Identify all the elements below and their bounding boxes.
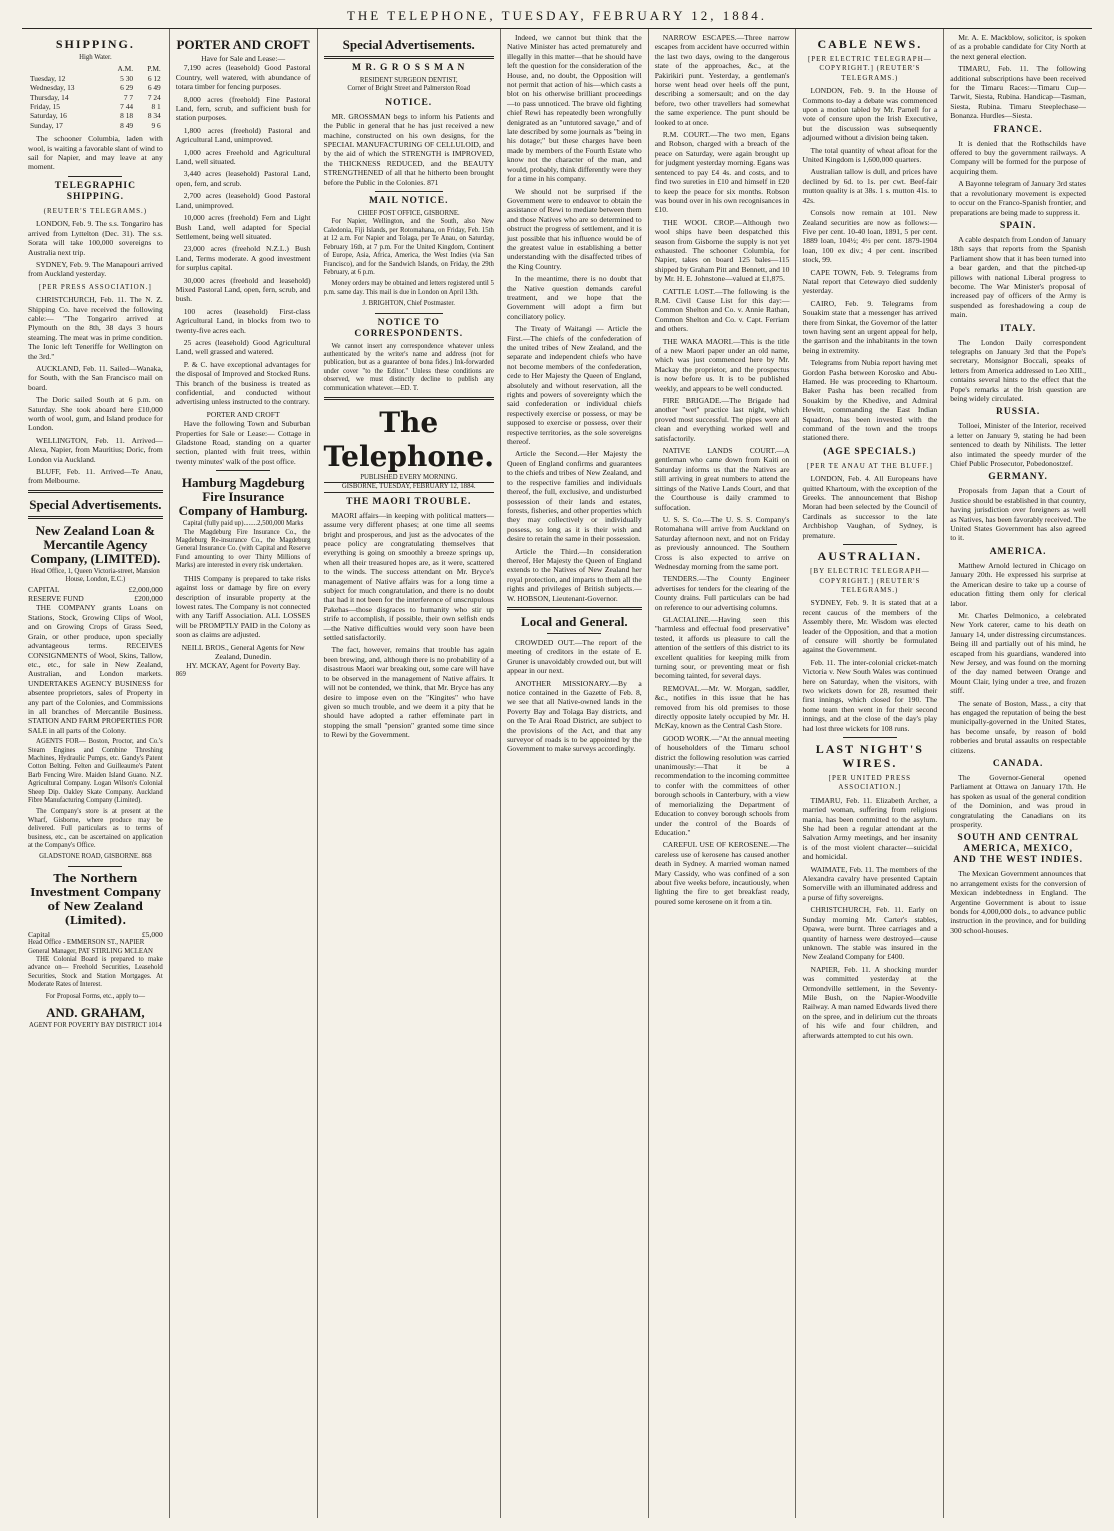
hamburg-text: The Magdeburg Fire Insurance Co., the Magdeburg Re-insurance Co., the Magdeburg General Insurance Co. (with Capital and Reserve Fund amounting to over Thirty Millions of Marks) are interested in every risk undertaken. xyxy=(175,528,311,570)
nz-loan-agents: AGENTS FOR— Boston, Proctor, and Co.'s Steam Engines and Combine Threshing Machines, Hydraulic Pumps, etc. Gandy's Patent Cotton Belting. Felten and Guilleaume's Patent Barb Fencing Wire. Maiden Island Guano. N.Z. Agricultural Company. Logan Wilson's Colonial Sheep Dip. Oakley Skate Company. Auckland Fibre Manufacturing Company (Limited). xyxy=(28,738,163,804)
divider xyxy=(375,313,443,314)
notice-text: MR. GROSSMAN begs to inform his Patients and the Public in general that he has just received a new machine, constructed on his own designs, for the SPECIAL MANUFACTURING OF CELLULOID, and by the aid of which the STRENGTH is IMPROVED, the THICKNESS REDUCED, and the BEAUTY STRENGTHENED of all that he hitherto been brought before the Public in the Colonies. 871 xyxy=(323,111,494,187)
tide-col-am: A.M. xyxy=(117,64,134,74)
column-4 xyxy=(501,29,649,1518)
column-7 xyxy=(944,29,1092,1518)
listing: 8,000 acres (freehold) Fine Pastoral Land, fern, scrub, and sufficient bush for station purposes. xyxy=(175,94,311,123)
editorial-heading: THE MAORI TROUBLE. xyxy=(346,496,472,507)
ni-office: Head Office - EMMERSON ST., NAPIER xyxy=(28,939,145,947)
mail-notice-text-2: Money orders may be obtained and letters registered until 5 p.m. same day. This mail is due in London on April 13th. xyxy=(323,280,494,296)
divider xyxy=(68,176,122,177)
divider xyxy=(216,470,270,471)
tide-day: Saturday, 16 xyxy=(30,111,67,121)
cable-item: Australian tallow is dull, and prices have declined by 6d. to 1s. per cwt. Beef-fair mutton quality is at 38s. 1 s. mutton 41s. to 42s. xyxy=(802,167,938,205)
local-item: CROWDED OUT.—The report of the meeting of creditors in the estate of E. Gruner is unavoidably crowded out, but will appear in our next. xyxy=(506,637,642,676)
tide-day: Friday, 15 xyxy=(30,102,60,112)
tide-day: Sunday, 17 xyxy=(30,120,63,130)
tide-row xyxy=(28,111,163,120)
porter-croft-sub: Have for Sale and Lease:— xyxy=(201,54,286,63)
divider xyxy=(547,633,601,634)
column-1 xyxy=(22,29,170,1518)
divider xyxy=(843,544,897,545)
press-text: The Doric sailed South at 6 p.m. on Saturday. She took aboard here £10,000 worth of wool, gum, and Island produce for London. xyxy=(28,395,163,433)
foreign-item: A cable despatch from London of January 18th says that reports from the Spanish Parliament show that it has been turned into a bear garden, and that the pitched-up pillows with national Liberal progress to become. The War Minister's proposal of increased pay of officers of the Army is suspended as foreshadowing a coup de main. xyxy=(950,234,1086,320)
cable-item: The total quantity of wheat afloat for the United Kingdom is 1,600,000 quarters. xyxy=(802,145,938,165)
tide-pm: 6 49 xyxy=(147,83,161,93)
reserve-label: RESERVE FUND xyxy=(28,594,84,604)
foreign-item: The Governor-General opened Parliament at Ottawa on January 17th. He has spoken as usual of the general condition of the Dominion, and was proud in congratulating the Canadians on its prosperity. xyxy=(950,773,1086,830)
porter-croft-title: PORTER AND CROFT xyxy=(176,37,310,52)
special-ads-heading-2: Special Advertisements. xyxy=(342,37,475,52)
press-text: AUCKLAND, Feb. 11. Sailed—Wanaka, for South, with the San Francisco mail on board. xyxy=(28,363,163,392)
wire-item: TIMARU, Feb. 11. Elizabeth Archer, a married woman, suffering from religious mania, has been committed to the asylum. She had been a regular attendant at the Salvation Army meetings, and her insanity is of the most violent character—suicidal and homicidal. xyxy=(802,795,938,862)
mail-notice-heading: MAIL NOTICE. xyxy=(368,196,449,207)
listing: 25 acres (leasehold) Good Agricultural Land, well grassed and watered. xyxy=(175,337,311,357)
local-item: ANOTHER MISSIONARY.—By a notice contained in the Gazette of Feb. 8, we see that all Native-owned lands in the Poverty Bay and Tolaga Bay districts, and on the Te Arai Road District, are subject to the provisions of the Act, and that any surveyor of roads is to be appointed by the Government to make surveys accordingly. xyxy=(506,678,642,754)
shipping-text: The schooner Columbia, laden with wool, is waiting a favorable slant of wind to sail for Napier, and may leave at any moment. xyxy=(28,134,163,172)
nz-loan-sign: GLADSTONE ROAD, GISBORNE. 868 xyxy=(39,853,152,861)
cable-item: Feb. 11. The inter-colonial cricket-match Victoria v. New South Wales was continued here on Saturday, when the visitors, with two wickets down for 28, resumed their first innings, which closed for 190. The home team then went in for their second innings, and at the close of the day's play had lost three wickets for 108 runs. xyxy=(802,657,938,733)
double-rule xyxy=(28,516,163,519)
capital-value: £2,000,000 xyxy=(128,584,163,594)
telegraphic-shipping-heading: TELEGRAPHIC SHIPPING. xyxy=(54,180,136,202)
tide-pm: 8 1 xyxy=(151,102,161,112)
telegraphic-text: LONDON, Feb. 9. The s.s. Tongariro has arrived from Lyttelton (Dec. 31). The s.s. Sorata will take 100,000 sovereigns to Australia next trip. xyxy=(28,219,163,257)
column-3 xyxy=(318,29,501,1518)
germany-heading: GERMANY. xyxy=(988,472,1048,483)
reserve-line xyxy=(28,594,163,603)
reserve-value: £200,000 xyxy=(134,594,163,604)
wire-item: Mr. A. E. Mackblow, solicitor, is spoken of as a probable candidate for City North at the next general election. xyxy=(950,33,1086,61)
cable-item: LONDON, Feb. 4. All Europeans have quitted Khartoum, with the exception of the Greeks. The announcement that Bishop Moran had been selected by the Council of Cardinals as successor to the late Archbishop Vaughan, of Sydney, is premature. xyxy=(802,474,938,540)
listing: 7,190 acres (leasehold) Good Pastoral Country, well watered, with abundance of totara timber for fencing purposes. xyxy=(175,63,311,92)
nz-loan-text: THE COMPANY grants Loans on Stations, Stock, Growing Clips of Wool, and on Growing Crops of Grass Seed, Grain, or other produce, upon specially advantageous terms. RECEIVES CONSIGNMENTS of Wool, Skins, Tallow, etc., etc., for sale in New Zealand, Australian, and London markets. UNDERTAKES AGENCY BUSINESS for absentee proprietors, sales of Property in any part of the Colonies, and Commissions in all branches of Mercantile Business. STATION AND FARM PROPERTIES FOR SALE in all parts of the Colony. xyxy=(28,603,163,735)
grossman-address: Corner of Bright Street and Palmerston Road xyxy=(347,85,471,93)
local-item: U. S. S. Co.—The U. S. S. Company's Rotomahana will arrive from Auckland on Saturday afternoon next, and not on Friday as previously announced. The Southern Cross is also expected to arrive on Wednesday morning from the same port. xyxy=(654,514,790,571)
ni-capital-line xyxy=(28,930,163,939)
tide-row xyxy=(28,93,163,102)
hamburg-agent: HY. MCKAY, Agent for Poverty Bay. xyxy=(186,661,301,671)
local-general-heading: Local and General. xyxy=(521,613,628,629)
hamburg-capital: Capital (fully paid up)........2,500,000 Marks xyxy=(182,520,304,528)
double-rule xyxy=(324,397,494,400)
nz-loan-title: New Zealand Loan & Mercantile Agency Company, (LIMITED). xyxy=(30,522,161,566)
editorial-paragraph: We should not be surprised if the Government were to endeavor to obtain the assistance of Rewi to mediate between them and those Natives who are so determined to obstruct the progress of settlement, and it is just possible that his influence would be of the greatest value in establishing a better understanding with the disaffected tribes of the King Country. xyxy=(506,186,642,271)
telegraphic-text: SYDNEY, Feb. 9. The Manapouri arrived from Auckland yesterday. xyxy=(28,259,163,279)
press-text: BLUFF, Feb. 11. Arrived—Te Anau, from Melbourne. xyxy=(28,467,163,486)
northern-investment-title: The Northern Investment Company of New Zealand (Limited). xyxy=(30,871,161,927)
divider xyxy=(843,737,897,738)
france-heading: FRANCE. xyxy=(993,124,1043,135)
double-rule xyxy=(507,607,642,610)
local-item: REMOVAL.—Mr. W. Morgan, saddler, &c., notifies in this issue that he has removed from his old premises to those directly opposite lately occupied by Mr. H. McKay, known as the Central Cash Store. xyxy=(654,683,790,731)
local-item: FIRE BRIGADE.—The Brigade had another "wet" practice last night, which proved most successful. The pipes were all clean and everything worked well and satisfactorily. xyxy=(654,396,790,443)
italy-heading: ITALY. xyxy=(1000,323,1037,334)
tide-row xyxy=(28,121,163,130)
treaty-paragraph: Article the Third.—In consideration thereof, Her Majesty the Queen of England extends to the Natives of New Zealand her royal protection, and imparts to them all the rights and privileges of British subjects.—W. HOBSON, Lieutenant-Governor. xyxy=(506,546,642,603)
grossman-role: RESIDENT SURGEON DENTIST, xyxy=(359,77,458,84)
tide-pm: 8 34 xyxy=(147,111,161,121)
canada-heading: CANADA. xyxy=(992,759,1044,769)
mail-notice-sub: CHIEF POST OFFICE, GISBORNE. xyxy=(357,210,460,218)
ni-agent-role: AGENT FOR POVERTY BAY DISTRICT 1014 xyxy=(28,1022,162,1030)
ni-manager: General Manager, PAT STIRLING MCLEAN xyxy=(28,947,153,955)
divider xyxy=(68,866,122,867)
local-item: CAREFUL USE OF KEROSENE.—The careless use of kerosene has caused another death in Sydney. A married woman named Mary Cassidy, who was confined of a son about five weeks before, incautiously, when lighting the fire to get breakfast ready, poured some kerosene on it from a tin. xyxy=(654,840,790,906)
tide-pm: 9 6 xyxy=(151,120,161,130)
shipping-heading: SHIPPING. xyxy=(55,37,135,51)
local-item: THE WAKA MAORI.—This is the title of a new Maori paper under an old name, which was just commenced here by Mr. Mackay the proprietor, and the prospectus is now before us. It is to be published weekly, and appears to be well conducted. xyxy=(654,336,790,393)
local-item: GOOD WORK.—"At the annual meeting of householders of the Timaru school district the following resolution was carried unanimously:—That it be a recommendation to the incoming committee to confer with the committees of other borough schools in Canterbury, with a view of memorializing the Department of Education to convey borough schools from under the control of the Boards of Education." xyxy=(654,733,790,837)
special-ads-heading: Special Advertisements. xyxy=(29,496,162,512)
hamburg-sign: NEILL BROS., General Agents for New Zealand, Dunedin. xyxy=(181,642,305,661)
double-rule xyxy=(28,490,163,493)
porter-croft-text-2: Have the following Town and Suburban Properties for Sale or Lease:— Cottage in Gladstone Road, standing on a quarter section, planted with fruit trees, within twenty minutes' walk of the post office. xyxy=(175,419,311,466)
last-nights-wires-heading: LAST NIGHT'S WIRES. xyxy=(815,742,924,770)
hamburg-text-2: THIS Company is prepared to take risks against loss or damage by fire on every description of insurable property at the lowest rates. The Company is not connected with any Tariff Association. ALL LOSSES will be PROMPTLY PAID in the Colony as soon as claims are adjusted. xyxy=(175,573,311,640)
tide-row xyxy=(28,83,163,92)
tide-am: 8 49 xyxy=(120,120,134,130)
column-2 xyxy=(170,29,318,1518)
tide-day: Wednesday, 13 xyxy=(30,83,75,93)
tide-row xyxy=(28,102,163,111)
tide-day: Tuesday, 12 xyxy=(30,73,66,83)
double-rule xyxy=(324,56,494,59)
mail-notice-text: For Napier, Wellington, and the South, also New Caledonia, Fiji Islands, per Rotomahana, on Friday, Feb. 15th at 12 a.m. For Napier and Tolaga, per Te Anau, on Saturday, February 16th, at 7 p.m. For the United Kingdom, Continent of Europe, Asia, Africa, America, the West Indies (via San Francisco), and for the Sandwich Islands, on Friday, the 29th February, at 6 p.m. xyxy=(323,218,494,276)
ni-capital-value: £5,000 xyxy=(141,929,163,939)
wire-item: CHRISTCHURCH, Feb. 11. Early on Sunday morning Mr. Carter's stables, Opawa, were burnt. Three carriages and a quantity of harness were destroyed—cause unknown. The stable was insured in the New Zealand Company for £400. xyxy=(802,905,938,962)
listing: 3,440 acres (leasehold) Pastoral Land, open, fern, and scrub. xyxy=(175,169,311,188)
local-item: GLACIALINE.—Having seen this "harmless and effectual food preservative" tested, it affords us pleasure to call the attention of the settlers of this district to its excellent qualities for keeping milk from turning sour, or preventing meat or fish becoming tainted, for several days. xyxy=(654,614,790,681)
wire-item: NAPIER, Feb. 11. A shocking murder was committed yesterday at the Ormondville settlement, in the Seventy-Mile Bush, on the Napier-Woodville Railway. A man named Edwards lived there on the spree, and in delirium cut the throats of his wife and four children, and afterwards attempted to cut his own. xyxy=(802,964,938,1040)
divider xyxy=(375,191,443,192)
listing: 23,000 acres (freehold N.Z.L.) Bush Land, Terms moderate. A good investment for surplus capital. xyxy=(175,244,311,273)
tide-header-row xyxy=(28,64,163,73)
listing: 1,000 acres Freehold and Agricultural Land, well situated. xyxy=(175,147,311,167)
age-specials-heading: (AGE SPECIALS.) xyxy=(823,446,917,457)
australian-heading: AUSTRALIAN. xyxy=(817,549,923,564)
local-item: CATTLE LOST.—The following is the R.M. Civil Cause List for this day:—Common Shelton and Co. v. Annie Rathan, Common Shelton and Co. v. Capt. Ferriam and others. xyxy=(654,286,790,334)
masthead: THE TELEPHONE, TUESDAY, FEBRUARY 12, 1884. xyxy=(346,8,768,23)
tide-pm: 6 12 xyxy=(147,73,161,83)
porter-croft-sign: PORTER AND CROFT xyxy=(206,409,280,419)
correspondents-text: We cannot insert any correspondence whatever unless authenticated by the writer's name and address (not for publication, but as a guarantee of bona fides.) Ink-forwarded under cover "to the Editor." Unless these conditions are observed, we must distinctly decline to publish any communication whatever.—ED. T. xyxy=(323,342,494,392)
local-item: NARROW ESCAPES.—Three narrow escapes from accident have occurred within the last two days, owing to the dangerous state of the approaches, &c., at the Pakirikiri punt. Yesterday, a gentleman's horse went head over heels off the punt, describing a somersault; and on the day before, two other travellers had somewhat the same experience. The punt should be looked to at once. xyxy=(654,33,790,127)
local-item: THE WOOL CROP.—Although two wool ships have been despatched this season from Gisborne the supply is not yet exhausted. The schooner Columbia, for Napier, takes on board 125 bales—115 shipped by Graham Pitt and Bennett, and 10 by Mr. H. E. Johnstone—valued at £1,875. xyxy=(654,217,790,284)
correspondents-heading: NOTICE TO CORRESPONDENTS. xyxy=(354,317,464,339)
tide-am: 5 30 xyxy=(120,73,134,83)
treaty-paragraph: The Treaty of Waitangi — Article the First.—The chiefs of the confederation of the united tribes of New Zealand, and the separate and independent chiefs who have not become members of the confederation, cede to Her Majesty the Queen of England, absolutely and without reservation, all the rights and powers of sovereignty which the said confederation or individual chiefs respectively exercise or possess, or may be supposed to exercise or possess, over their respective territories, as the sole sovereigns thereof. xyxy=(506,324,642,447)
local-item: NATIVE LANDS COURT.—A gentleman who came down from Kaiti on Saturday informs us that the Natives are still arriving in great numbers to attend the sittings of the Native Lands Court, and that the Courthouse is daily crammed to suffocation. xyxy=(654,446,790,512)
foreign-item: The London Daily correspondent telegraphs on January 3rd that the Pope's secretary, Monsignor Boccali, speaks of letters from America addressed to Leo XIII., contains several hints to the effect that the Pope's remarks at the Irish question are being widely circulated. xyxy=(950,337,1086,403)
columns xyxy=(22,28,1092,1518)
listing: 30,000 acres (freehold and leasehold) Mixed Pastoral Land, open, fern, scrub, and bush. xyxy=(175,275,311,304)
last-nights-wires-source: [PER UNITED PRESS ASSOCIATION.] xyxy=(828,774,912,792)
cable-item: CAIRO, Feb. 9. Telegrams from Souakim state that a messenger has arrived there from Sinkat, the Governor of the latter town having sent an urgent appeal for help, the garrison and the inhabitants in the town being in extremity. xyxy=(802,298,938,355)
notice-heading: NOTICE. xyxy=(385,97,433,108)
america-heading: AMERICA. xyxy=(989,546,1047,557)
wire-item: WAIMATE, Feb. 11. The members of the Alexandra cavalry have presented Captain Somerville with an illuminated address and a purse of fifty sovereigns. xyxy=(802,864,938,902)
editorial-paragraph: In the meantime, there is no doubt that the Native question demands careful treatment, and we hope that the Government will adopt a firm but conciliatory policy. xyxy=(506,274,642,321)
capital-line xyxy=(28,585,163,594)
local-item: R.M. COURT.—The two men, Egans and Robson, charged with a breach of the peace on Saturday, were again brought up for judgment yesterday morning. Egans was sentenced to pay £4 4s. and costs, and to find two sureties in £10 and himself in £20 to keep the peace for six months. Robson was bound over in his own recognisances in £10. xyxy=(654,130,790,215)
south-america-heading: SOUTH AND CENTRAL AMERICA, MEXICO, AND THE WEST INDIES. xyxy=(953,833,1084,866)
foreign-item: A Bayonne telegram of January 3rd states that a revolutionary movement is expected to occur on the Franco-Spanish frontier, and preparations are being made to suppress it. xyxy=(950,179,1086,217)
nz-loan-text-2: The Company's store is at present at the Wharf, Gisborne, where produce may be delivered. Full particulars as to terms of business, etc., can be ascertained on application at the Company's Office. xyxy=(28,808,163,850)
wire-item: TIMARU, Feb. 11. The following additional subscriptions have been received for the Timaru Races:—Timaru Cup—Tarwit, Siesta, Rubina. Handicap—Tasman, Siesta, Rubina. Timaru Steeplechase—Bonanza. Hurdles—Siesta. xyxy=(950,64,1086,121)
cable-item: Telegrams from Nubia report having met Gordon Pasha between Korosko and Abu-Hamed. He was proceeding to Khartoum. Baker Pasha has been recalled from Souakim by the Khedive, and Admiral Hewitt, commanding the East Indian Squadron, has been invested with the command of the town and the troops stationed there. xyxy=(802,358,938,443)
foreign-item: Mr. Charles Delmonico, a celebrated New York caterer, came to his death on January 14, under distressing circumstances. Being ill and partially out of his mind, he escaped from his guardians, wandered into New Jersey, and was found on the morning of the day named between Orange and Mount Clair, lying under a tree, and frozen stiff. xyxy=(950,610,1086,696)
age-specials-source: [PER TE ANAU AT THE BLUFF.] xyxy=(806,461,933,470)
published-line: PUBLISHED EVERY MORNING. xyxy=(360,473,458,481)
nz-loan-office: Head Office, 1, Queen Victoria-street, Mansion House, London, E.C.) xyxy=(30,567,160,584)
capital-label: CAPITAL xyxy=(28,584,60,594)
tide-am: 6 29 xyxy=(120,83,134,93)
cable-news-source: [PER ELECTRIC TELEGRAPH—COPYRIGHT.] (REUTER'S TELEGRAMS.) xyxy=(807,55,932,82)
ni-text: THE Colonial Board is prepared to make advance on— Freehold Securities, Leasehold Securities, Stock and Station Mortgages. At Moderate Rates of Interest. xyxy=(28,956,163,989)
cable-item: CAPE TOWN, Feb. 9. Telegrams from Natal report that Cetewayo died suddenly yesterday. xyxy=(802,267,938,296)
local-item: TENDERS.—The County Engineer advertises for tenders for the clearing of the County drains. Full particulars can be had on reference to our advertising columns. xyxy=(654,574,790,612)
press-association-source: [PER PRESS ASSOCIATION.] xyxy=(38,282,152,291)
foreign-item: Proposals from Japan that a Court of Justice should be established in that country, having jurisdiction over foreigners as well as Natives, has been favorably received. The United States Government has also agreed to it. xyxy=(950,486,1086,543)
column-5 xyxy=(649,29,797,1518)
editorial-paragraph: Indeed, we cannot but think that the Native Minister has acted prematurely and illegally in this matter—that he should have left the question for the consideration of the House, and, no doubt, the Opposition will not permit that action of his—which casts a blot on his otherwise brilliant proceedings—to pass unnoticed. The brave old fighting chief Rewi has repeatedly been wrongfully denigrated as an "untutored savage," and of late described by some journals as "being in his dotage;" but these charges have been made by members of the Fourth Estate who know not the character of the man, and would, probably, think differently were they for a time in his company. xyxy=(506,33,642,184)
tide-row xyxy=(28,74,163,83)
ni-capital-label: Capital xyxy=(28,929,50,939)
tide-am: 7 44 xyxy=(120,102,134,112)
listing: 2,700 acres (leasehold) Good Pastoral Land, unimproved. xyxy=(175,191,311,210)
telegraphic-shipping-source: (REUTER'S TELEGRAMS.) xyxy=(43,206,148,215)
tide-table xyxy=(28,64,163,130)
russia-heading: RUSSIA. xyxy=(995,407,1041,418)
tide-am: 7 7 xyxy=(123,92,134,102)
ni-forms: For Proposal Forms, etc., apply to— xyxy=(45,992,146,1000)
rule xyxy=(324,492,494,493)
tide-heading: High Water. xyxy=(79,54,112,61)
foreign-item: Tolloei, Minister of the Interior, received a letter on January 9, stating he had been sentenced to death by Nihilists. The letter also intimated the speedy murder of the Chief Public Prosecutor, Pobedonostzef. xyxy=(950,421,1086,469)
cable-news-heading: CABLE NEWS. xyxy=(817,37,923,51)
treaty-paragraph: Article the Second.—Her Majesty the Queen of England confirms and guarantees to the chiefs and tribes of New Zealand, and to the respective families and individuals thereof, the full, exclusive, and undisturbed possession of their lands and estates, forests, fisheries, and other properties which they may collectively or individually possess, so long as it is their wish and desire to retain the same in their possession. xyxy=(506,449,642,544)
foreign-item: The Mexican Government announces that no arrangement exists for the conversion of Mexican indebtedness in England. The Argentine Government is about to issue bonds for 4,000,000 dols., to advance public instruction in the province, and for building 300 school-houses. xyxy=(950,869,1086,935)
foreign-item: It is denied that the Rothschilds have offered to buy the government railways. A Company will be formed for the purpose of acquiring them. xyxy=(950,138,1086,176)
editorial-paragraph: The fact, however, remains that trouble has again been brewing, and, although there is no probability of a disastrous Maori war breaking out, some care will have to be observed in the management of Native affairs. It will not be contended, we think, that Mr. Bryce has any desire to impose even on the "Kingites" who have given so much trouble, and we deem it a pity that he should have adopted a rather effeminate part in stopping the small "pension" granted some time since to Rewi by the Government. xyxy=(323,645,494,740)
editorial-paragraph: MAORI affairs—in keeping with political matters—assume very different phases; at one time all seems bright and prosperous, and just as the advocates of the peace policy are congratulating themselves that everything is going on smoothly a breeze springs up, when all their treasured hopes are, as it were, scattered to the winds. The success attendant on Mr. Bryce's management of Native affairs was for a long time a subject for much congratulation, and there is no doubt that had it not been for the interference of unscrupulous Pakehas—those disgraces to humanity who stir up strife to accomplish, if possible, their own selfish ends—the Native difficulties would very soon have been settled satisfactorily. xyxy=(323,510,494,643)
cable-item: SYDNEY, Feb. 9. It is stated that at a recent caucus of the members of the Assembly there, Mr. Wisdom was elected leader of the Opposition, and that a motion of censure will shortly be formulated against the Government. xyxy=(802,598,938,655)
column-6 xyxy=(796,29,944,1518)
hamburg-number: 869 xyxy=(175,670,186,678)
tide-day: Thursday, 14 xyxy=(30,92,69,102)
press-text: WELLINGTON, Feb. 11. Arrived—Alexa, Napier, from Mauritius; Doric, from London via Auckland. xyxy=(28,435,163,464)
newspaper-nameplate: The Telephone. xyxy=(323,405,494,473)
spain-heading: SPAIN. xyxy=(1000,220,1037,231)
tide-am: 8 18 xyxy=(120,111,134,121)
press-text: CHRISTCHURCH, Feb. 11. The N. Z. Shipping Co. have received the following cable:— "The Tongariro arrived at Plymouth on the 8th, 38 days 3 hours steaming. The meat was in prime condition. The Ionic left Teneriffe for Wellington on the 3rd." xyxy=(28,295,163,361)
listing: 100 acres (leasehold) First-class Agricultural Land, in blocks from two to twenty-five acres each. xyxy=(175,306,311,335)
hamburg-title: Hamburg Magdeburg Fire Insurance Company of Hamburg. xyxy=(178,475,308,519)
listing: 1,800 acres (freehold) Pastoral and Agricultural Land, unimproved. xyxy=(175,125,311,145)
foreign-item: Matthew Arnold lectured in Chicago on January 20th. He expressed his surprise at the American desire to take up a course of education fitting them only for clerical labor. xyxy=(950,560,1086,608)
cable-item: Consols now remain at 101. New Zealand securities are now as follows:—Five per cent. 10-40 loan, 1891, 5 per cent. 1889 loan, 104½; 4½ per cent. 1879-1904 loan, 100 ex div.; 4 per cent. inscribed stock, 99. xyxy=(802,208,938,265)
ni-agent-name: AND. GRAHAM, xyxy=(46,1005,145,1021)
grossman-title: M R. G R O S S M A N xyxy=(352,63,466,73)
australian-source: [BY ELECTRIC TELEGRAPH—COPYRIGHT.] (REUTER'S TELEGRAMS.) xyxy=(810,567,930,594)
dateline: GISBORNE, TUESDAY, FEBRUARY 12, 1884. xyxy=(341,483,476,491)
cable-item: LONDON, Feb. 9. In the House of Commons to-day a debate was commenced upon a motion tabled by Mr. Parnell for a vote of censure upon the Irish Executive, but the discussion was subsequently adjourned without a division being taken. xyxy=(802,86,938,143)
porter-croft-text: P. & C. have exceptional advantages for the disposal of Improved and Stocked Runs. This branch of the business is treated as confidential, and conducted without advertising unless instructed to the contrary. xyxy=(175,359,311,407)
mail-notice-sign: J. BRIGHTON, Chief Postmaster. xyxy=(362,300,455,308)
foreign-item: The senate of Boston, Mass., a city that has engaged the reputation of being the best municipally-governed in the United States, has become unsafe, by reason of bold robberies and brutal assaults on respectable citizens. xyxy=(950,698,1086,755)
tide-col-pm: P.M. xyxy=(147,64,161,74)
tide-pm: 7 24 xyxy=(147,92,161,102)
listing: 10,000 acres (freehold) Fern and Light Bush Land, well adapted for Special Settlement, being well situated. xyxy=(175,213,311,241)
